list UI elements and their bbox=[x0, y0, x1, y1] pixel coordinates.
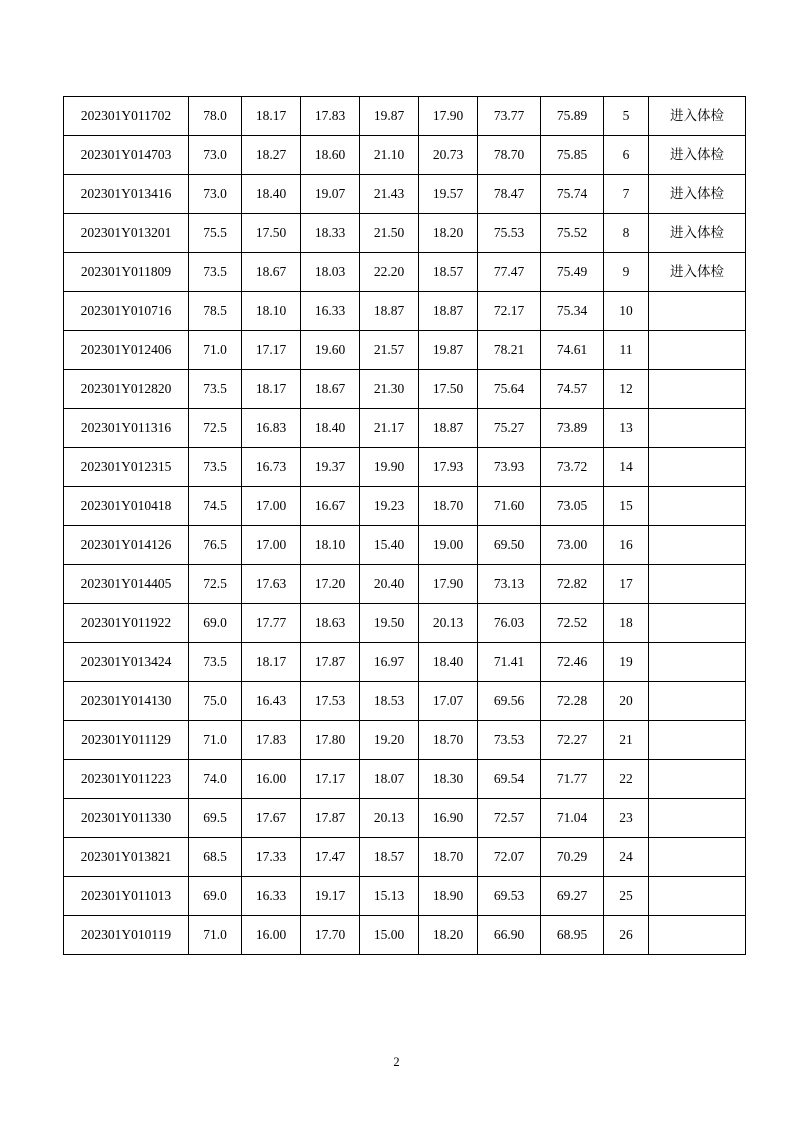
cell-subtotal: 73.53 bbox=[478, 721, 541, 760]
cell-candidate-id: 202301Y011330 bbox=[64, 799, 189, 838]
cell-score-1: 72.5 bbox=[189, 409, 242, 448]
cell-candidate-id: 202301Y011809 bbox=[64, 253, 189, 292]
cell-score-4: 20.13 bbox=[360, 799, 419, 838]
cell-score-2: 18.17 bbox=[242, 97, 301, 136]
cell-candidate-id: 202301Y014126 bbox=[64, 526, 189, 565]
cell-score-2: 18.17 bbox=[242, 370, 301, 409]
table-row bbox=[64, 760, 746, 799]
cell-final-score: 70.29 bbox=[541, 838, 604, 877]
table-row bbox=[64, 214, 746, 253]
cell-subtotal: 69.56 bbox=[478, 682, 541, 721]
cell-score-1: 69.0 bbox=[189, 877, 242, 916]
cell-candidate-id: 202301Y014130 bbox=[64, 682, 189, 721]
cell-status bbox=[649, 877, 746, 916]
cell-candidate-id: 202301Y011702 bbox=[64, 97, 189, 136]
cell-final-score: 69.27 bbox=[541, 877, 604, 916]
cell-score-4: 19.87 bbox=[360, 97, 419, 136]
table-row bbox=[64, 331, 746, 370]
cell-status bbox=[649, 760, 746, 799]
cell-score-3: 18.67 bbox=[301, 370, 360, 409]
cell-score-4: 18.57 bbox=[360, 838, 419, 877]
cell-score-2: 17.77 bbox=[242, 604, 301, 643]
cell-score-5: 17.90 bbox=[419, 97, 478, 136]
cell-score-1: 78.0 bbox=[189, 97, 242, 136]
cell-subtotal: 72.57 bbox=[478, 799, 541, 838]
cell-rank: 10 bbox=[604, 292, 649, 331]
cell-score-4: 21.43 bbox=[360, 175, 419, 214]
cell-status bbox=[649, 604, 746, 643]
cell-score-2: 17.33 bbox=[242, 838, 301, 877]
cell-candidate-id: 202301Y014405 bbox=[64, 565, 189, 604]
cell-final-score: 75.34 bbox=[541, 292, 604, 331]
cell-score-4: 16.97 bbox=[360, 643, 419, 682]
cell-subtotal: 71.60 bbox=[478, 487, 541, 526]
cell-final-score: 75.49 bbox=[541, 253, 604, 292]
cell-score-4: 18.53 bbox=[360, 682, 419, 721]
cell-rank: 26 bbox=[604, 916, 649, 955]
cell-rank: 19 bbox=[604, 643, 649, 682]
cell-score-3: 17.87 bbox=[301, 799, 360, 838]
cell-status bbox=[649, 292, 746, 331]
cell-status: 进入体检 bbox=[649, 136, 746, 175]
table-row bbox=[64, 526, 746, 565]
cell-final-score: 75.74 bbox=[541, 175, 604, 214]
cell-rank: 17 bbox=[604, 565, 649, 604]
cell-rank: 12 bbox=[604, 370, 649, 409]
cell-rank: 15 bbox=[604, 487, 649, 526]
cell-score-1: 75.5 bbox=[189, 214, 242, 253]
cell-status: 进入体检 bbox=[649, 214, 746, 253]
cell-score-4: 20.40 bbox=[360, 565, 419, 604]
cell-score-3: 17.83 bbox=[301, 97, 360, 136]
cell-score-1: 72.5 bbox=[189, 565, 242, 604]
cell-rank: 25 bbox=[604, 877, 649, 916]
cell-subtotal: 72.17 bbox=[478, 292, 541, 331]
cell-score-1: 74.5 bbox=[189, 487, 242, 526]
cell-candidate-id: 202301Y014703 bbox=[64, 136, 189, 175]
cell-candidate-id: 202301Y012315 bbox=[64, 448, 189, 487]
table-row bbox=[64, 682, 746, 721]
cell-final-score: 72.27 bbox=[541, 721, 604, 760]
cell-candidate-id: 202301Y011316 bbox=[64, 409, 189, 448]
cell-status bbox=[649, 682, 746, 721]
cell-rank: 23 bbox=[604, 799, 649, 838]
cell-score-3: 18.40 bbox=[301, 409, 360, 448]
cell-score-5: 19.00 bbox=[419, 526, 478, 565]
cell-subtotal: 73.77 bbox=[478, 97, 541, 136]
cell-subtotal: 77.47 bbox=[478, 253, 541, 292]
table-body bbox=[64, 97, 746, 955]
cell-status bbox=[649, 838, 746, 877]
cell-subtotal: 69.50 bbox=[478, 526, 541, 565]
cell-score-2: 17.00 bbox=[242, 526, 301, 565]
cell-score-3: 17.70 bbox=[301, 916, 360, 955]
table-row bbox=[64, 721, 746, 760]
cell-status bbox=[649, 643, 746, 682]
cell-score-1: 73.0 bbox=[189, 136, 242, 175]
cell-score-1: 73.5 bbox=[189, 448, 242, 487]
page-number: 2 bbox=[393, 1055, 400, 1069]
cell-rank: 21 bbox=[604, 721, 649, 760]
cell-score-5: 18.70 bbox=[419, 487, 478, 526]
cell-score-3: 16.33 bbox=[301, 292, 360, 331]
cell-final-score: 73.05 bbox=[541, 487, 604, 526]
cell-subtotal: 78.21 bbox=[478, 331, 541, 370]
cell-score-3: 19.60 bbox=[301, 331, 360, 370]
cell-rank: 22 bbox=[604, 760, 649, 799]
cell-score-4: 19.23 bbox=[360, 487, 419, 526]
cell-score-5: 18.20 bbox=[419, 214, 478, 253]
cell-final-score: 73.00 bbox=[541, 526, 604, 565]
cell-final-score: 75.89 bbox=[541, 97, 604, 136]
cell-score-1: 74.0 bbox=[189, 760, 242, 799]
table-row bbox=[64, 292, 746, 331]
cell-status bbox=[649, 409, 746, 448]
cell-score-4: 18.07 bbox=[360, 760, 419, 799]
cell-score-5: 17.50 bbox=[419, 370, 478, 409]
cell-score-4: 21.10 bbox=[360, 136, 419, 175]
cell-final-score: 75.52 bbox=[541, 214, 604, 253]
table-row bbox=[64, 97, 746, 136]
cell-score-1: 71.0 bbox=[189, 331, 242, 370]
cell-score-1: 69.5 bbox=[189, 799, 242, 838]
cell-candidate-id: 202301Y011922 bbox=[64, 604, 189, 643]
table-row bbox=[64, 565, 746, 604]
cell-candidate-id: 202301Y012406 bbox=[64, 331, 189, 370]
cell-subtotal: 73.93 bbox=[478, 448, 541, 487]
cell-candidate-id: 202301Y011129 bbox=[64, 721, 189, 760]
cell-score-2: 18.17 bbox=[242, 643, 301, 682]
cell-score-2: 16.43 bbox=[242, 682, 301, 721]
cell-score-2: 17.83 bbox=[242, 721, 301, 760]
cell-score-3: 19.17 bbox=[301, 877, 360, 916]
table-row bbox=[64, 175, 746, 214]
cell-score-1: 71.0 bbox=[189, 721, 242, 760]
cell-score-1: 73.5 bbox=[189, 370, 242, 409]
cell-rank: 13 bbox=[604, 409, 649, 448]
table-row bbox=[64, 916, 746, 955]
cell-score-3: 17.53 bbox=[301, 682, 360, 721]
cell-status bbox=[649, 370, 746, 409]
cell-score-5: 18.87 bbox=[419, 292, 478, 331]
cell-score-4: 15.40 bbox=[360, 526, 419, 565]
table-row bbox=[64, 448, 746, 487]
cell-score-5: 18.30 bbox=[419, 760, 478, 799]
cell-score-4: 15.13 bbox=[360, 877, 419, 916]
cell-subtotal: 78.70 bbox=[478, 136, 541, 175]
cell-candidate-id: 202301Y013424 bbox=[64, 643, 189, 682]
cell-subtotal: 75.53 bbox=[478, 214, 541, 253]
cell-status bbox=[649, 721, 746, 760]
cell-score-4: 19.50 bbox=[360, 604, 419, 643]
cell-final-score: 72.28 bbox=[541, 682, 604, 721]
cell-status bbox=[649, 448, 746, 487]
cell-subtotal: 66.90 bbox=[478, 916, 541, 955]
cell-rank: 7 bbox=[604, 175, 649, 214]
cell-score-3: 19.37 bbox=[301, 448, 360, 487]
cell-candidate-id: 202301Y013201 bbox=[64, 214, 189, 253]
cell-score-5: 18.70 bbox=[419, 721, 478, 760]
cell-score-5: 20.73 bbox=[419, 136, 478, 175]
cell-score-1: 73.0 bbox=[189, 175, 242, 214]
cell-score-2: 17.17 bbox=[242, 331, 301, 370]
cell-final-score: 73.89 bbox=[541, 409, 604, 448]
table-row bbox=[64, 136, 746, 175]
cell-score-3: 17.17 bbox=[301, 760, 360, 799]
cell-score-4: 15.00 bbox=[360, 916, 419, 955]
cell-score-1: 73.5 bbox=[189, 643, 242, 682]
table-row bbox=[64, 877, 746, 916]
cell-score-4: 21.30 bbox=[360, 370, 419, 409]
cell-score-1: 76.5 bbox=[189, 526, 242, 565]
cell-score-5: 19.57 bbox=[419, 175, 478, 214]
table-row bbox=[64, 409, 746, 448]
cell-score-5: 18.57 bbox=[419, 253, 478, 292]
table-row bbox=[64, 643, 746, 682]
cell-rank: 9 bbox=[604, 253, 649, 292]
cell-score-3: 19.07 bbox=[301, 175, 360, 214]
cell-status bbox=[649, 916, 746, 955]
table-row bbox=[64, 370, 746, 409]
cell-status bbox=[649, 565, 746, 604]
cell-rank: 18 bbox=[604, 604, 649, 643]
cell-status bbox=[649, 487, 746, 526]
cell-score-5: 17.90 bbox=[419, 565, 478, 604]
cell-candidate-id: 202301Y013416 bbox=[64, 175, 189, 214]
cell-rank: 5 bbox=[604, 97, 649, 136]
cell-score-5: 19.87 bbox=[419, 331, 478, 370]
table-row bbox=[64, 487, 746, 526]
cell-candidate-id: 202301Y011013 bbox=[64, 877, 189, 916]
cell-score-2: 16.00 bbox=[242, 760, 301, 799]
cell-subtotal: 75.27 bbox=[478, 409, 541, 448]
cell-final-score: 71.04 bbox=[541, 799, 604, 838]
cell-final-score: 75.85 bbox=[541, 136, 604, 175]
cell-subtotal: 69.53 bbox=[478, 877, 541, 916]
cell-score-2: 17.63 bbox=[242, 565, 301, 604]
cell-score-4: 21.17 bbox=[360, 409, 419, 448]
cell-final-score: 74.57 bbox=[541, 370, 604, 409]
cell-subtotal: 71.41 bbox=[478, 643, 541, 682]
cell-score-5: 18.40 bbox=[419, 643, 478, 682]
cell-status: 进入体检 bbox=[649, 175, 746, 214]
cell-status bbox=[649, 526, 746, 565]
cell-rank: 20 bbox=[604, 682, 649, 721]
cell-score-1: 71.0 bbox=[189, 916, 242, 955]
cell-subtotal: 78.47 bbox=[478, 175, 541, 214]
cell-subtotal: 73.13 bbox=[478, 565, 541, 604]
cell-rank: 24 bbox=[604, 838, 649, 877]
cell-subtotal: 69.54 bbox=[478, 760, 541, 799]
cell-score-3: 17.20 bbox=[301, 565, 360, 604]
cell-score-5: 17.93 bbox=[419, 448, 478, 487]
cell-score-3: 18.03 bbox=[301, 253, 360, 292]
cell-rank: 8 bbox=[604, 214, 649, 253]
cell-score-5: 18.90 bbox=[419, 877, 478, 916]
cell-score-5: 18.70 bbox=[419, 838, 478, 877]
cell-score-2: 16.73 bbox=[242, 448, 301, 487]
cell-score-4: 22.20 bbox=[360, 253, 419, 292]
cell-score-3: 18.60 bbox=[301, 136, 360, 175]
table-row bbox=[64, 253, 746, 292]
cell-score-3: 17.80 bbox=[301, 721, 360, 760]
candidate-score-table bbox=[63, 96, 746, 955]
cell-score-4: 18.87 bbox=[360, 292, 419, 331]
cell-score-4: 21.57 bbox=[360, 331, 419, 370]
cell-score-2: 17.67 bbox=[242, 799, 301, 838]
cell-score-2: 18.40 bbox=[242, 175, 301, 214]
cell-final-score: 68.95 bbox=[541, 916, 604, 955]
cell-rank: 11 bbox=[604, 331, 649, 370]
cell-status bbox=[649, 799, 746, 838]
cell-final-score: 71.77 bbox=[541, 760, 604, 799]
cell-subtotal: 75.64 bbox=[478, 370, 541, 409]
cell-score-3: 17.87 bbox=[301, 643, 360, 682]
cell-score-2: 16.33 bbox=[242, 877, 301, 916]
cell-final-score: 72.82 bbox=[541, 565, 604, 604]
cell-score-5: 18.20 bbox=[419, 916, 478, 955]
cell-score-2: 17.00 bbox=[242, 487, 301, 526]
table-row bbox=[64, 604, 746, 643]
cell-subtotal: 76.03 bbox=[478, 604, 541, 643]
cell-score-1: 69.0 bbox=[189, 604, 242, 643]
cell-score-4: 21.50 bbox=[360, 214, 419, 253]
cell-candidate-id: 202301Y010716 bbox=[64, 292, 189, 331]
cell-candidate-id: 202301Y010418 bbox=[64, 487, 189, 526]
cell-score-1: 68.5 bbox=[189, 838, 242, 877]
cell-final-score: 73.72 bbox=[541, 448, 604, 487]
cell-score-5: 16.90 bbox=[419, 799, 478, 838]
cell-candidate-id: 202301Y013821 bbox=[64, 838, 189, 877]
cell-score-5: 18.87 bbox=[419, 409, 478, 448]
cell-candidate-id: 202301Y011223 bbox=[64, 760, 189, 799]
cell-score-3: 18.63 bbox=[301, 604, 360, 643]
cell-rank: 14 bbox=[604, 448, 649, 487]
cell-final-score: 72.46 bbox=[541, 643, 604, 682]
cell-rank: 16 bbox=[604, 526, 649, 565]
cell-status: 进入体检 bbox=[649, 97, 746, 136]
cell-score-5: 20.13 bbox=[419, 604, 478, 643]
cell-score-5: 17.07 bbox=[419, 682, 478, 721]
cell-score-3: 17.47 bbox=[301, 838, 360, 877]
cell-final-score: 72.52 bbox=[541, 604, 604, 643]
cell-score-3: 18.10 bbox=[301, 526, 360, 565]
cell-candidate-id: 202301Y012820 bbox=[64, 370, 189, 409]
cell-candidate-id: 202301Y010119 bbox=[64, 916, 189, 955]
table-row bbox=[64, 799, 746, 838]
cell-score-4: 19.20 bbox=[360, 721, 419, 760]
table-row bbox=[64, 838, 746, 877]
cell-status bbox=[649, 331, 746, 370]
cell-score-2: 18.67 bbox=[242, 253, 301, 292]
cell-score-2: 18.10 bbox=[242, 292, 301, 331]
cell-score-2: 16.00 bbox=[242, 916, 301, 955]
cell-score-3: 16.67 bbox=[301, 487, 360, 526]
cell-rank: 6 bbox=[604, 136, 649, 175]
cell-score-3: 18.33 bbox=[301, 214, 360, 253]
cell-score-1: 75.0 bbox=[189, 682, 242, 721]
cell-score-2: 18.27 bbox=[242, 136, 301, 175]
cell-score-2: 17.50 bbox=[242, 214, 301, 253]
cell-status: 进入体检 bbox=[649, 253, 746, 292]
cell-score-1: 73.5 bbox=[189, 253, 242, 292]
cell-final-score: 74.61 bbox=[541, 331, 604, 370]
cell-score-2: 16.83 bbox=[242, 409, 301, 448]
cell-score-4: 19.90 bbox=[360, 448, 419, 487]
cell-subtotal: 72.07 bbox=[478, 838, 541, 877]
cell-score-1: 78.5 bbox=[189, 292, 242, 331]
